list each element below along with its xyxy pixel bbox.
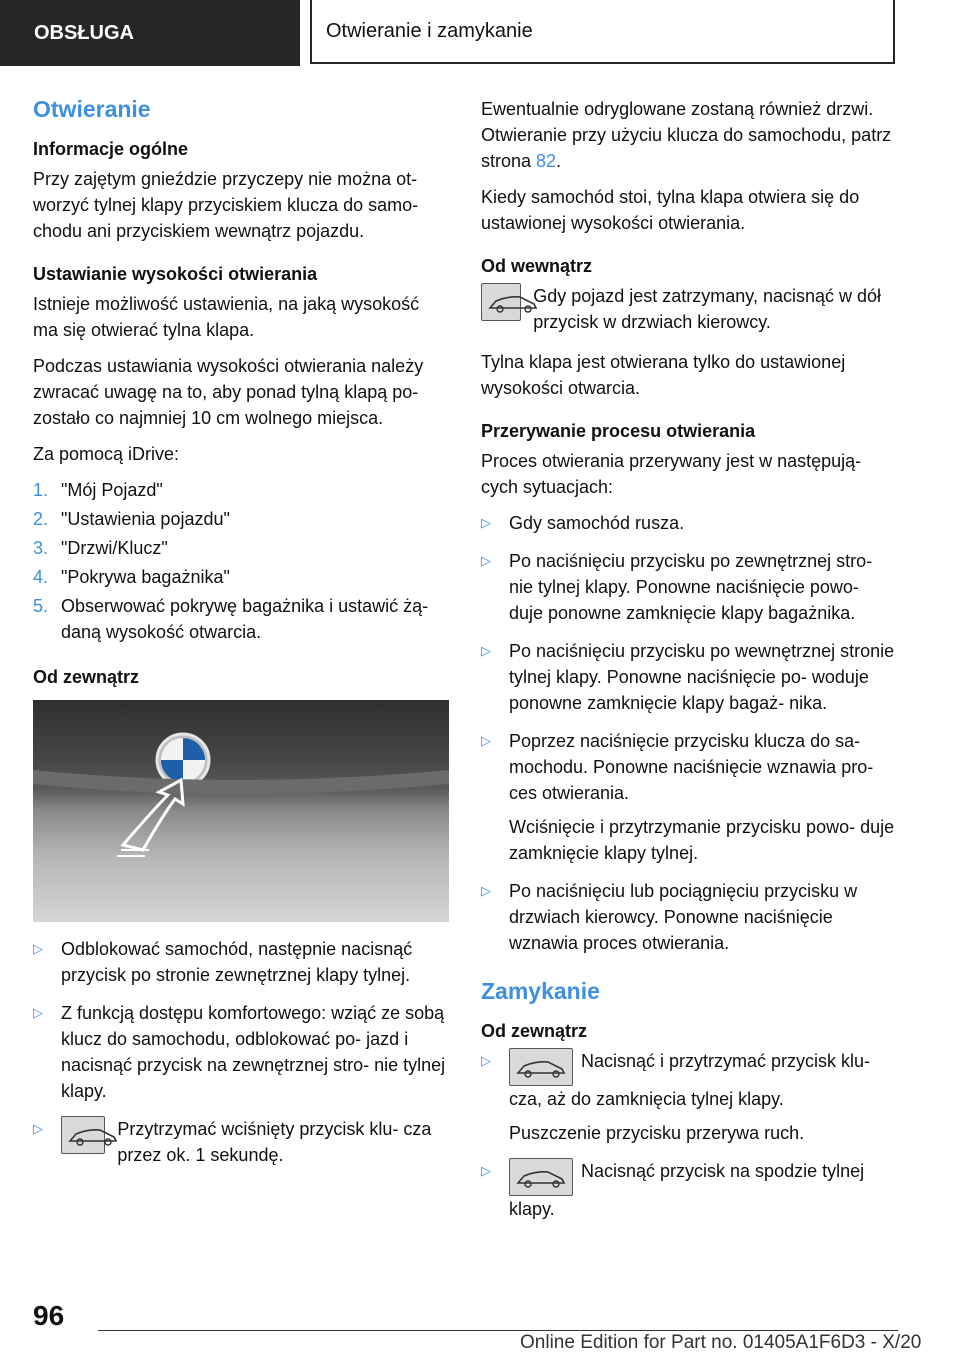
step-item: 1. "Mój Pojazd"	[33, 480, 163, 500]
footer-edition: Online Edition for Part no. 01405A1F6D3 - X/20	[520, 1332, 922, 1353]
close-outside-heading: Od zewnątrz	[481, 1021, 588, 1041]
car-trunk-icon	[481, 283, 521, 321]
trunk-illustration	[33, 700, 449, 922]
triangle-right-icon: ▷	[481, 1163, 491, 1178]
footer-divider	[98, 1330, 898, 1331]
car-trunk-icon	[61, 1116, 105, 1154]
triangle-right-icon: ▷	[481, 643, 491, 658]
interrupt-heading: Przerywanie procesu otwierania	[481, 421, 756, 441]
triangle-right-icon: ▷	[481, 515, 491, 530]
intro-text-1: Ewentualnie odryglowane zostaną również drzwi. Otwieranie przy użyciu klucza do samochodu, patrz strona 82.	[481, 99, 892, 171]
inside-heading: Od wewnątrz	[481, 256, 593, 276]
page-header	[0, 0, 960, 66]
triangle-right-icon: ▷	[33, 1005, 43, 1020]
chapter-tab: Otwieranie i zamykanie	[310, 0, 895, 64]
inside-note: Tylna klapa jest otwierana tylko do ustawionej wysokości otwarcia.	[481, 352, 846, 398]
height-heading: Ustawianie wysokości otwierania	[33, 264, 318, 284]
car-trunk-icon	[509, 1158, 573, 1196]
list-item: ▷ Odblokować samochód, następnie nacisnąć przycisk po stronie zewnętrznej klapy tylnej.	[33, 936, 449, 988]
height-text-2: Podczas ustawiania wysokości otwierania należy zwracać uwagę na to, aby ponad tylną klapą po- zostało co najmniej 10 cm wolnego miejsca.	[33, 356, 424, 428]
triangle-right-icon: ▷	[33, 941, 43, 956]
page-number: 96	[33, 1300, 65, 1331]
outside-heading: Od zewnątrz	[33, 667, 140, 687]
right-column	[481, 96, 897, 1234]
list-item: ▷ Poprzez naciśnięcie przycisku klucza do sa- mochodu. Ponowne naciśnięcie wznawia pro- ces otwierania. Wciśnięcie i przytrzymanie przycisku powo- duje zamknięcie klapy tylnej.	[481, 728, 897, 866]
interrupt-sub-text: Wciśnięcie i przytrzymanie przycisku powo- duje zamknięcie klapy tylnej.	[509, 817, 895, 863]
list-item: ▷ Z funkcją dostępu komfortowego: wziąć ze sobą klucz do samochodu, odblokować po- jazd i nacisnąć przycisk na zewnętrznej stro- nie tylnej klapy.	[33, 1000, 449, 1104]
list-item: ▷ Po naciśnięciu lub pociągnięciu przycisku w drzwiach kierowcy. Ponowne naciśnięcie wznawia proces otwierania.	[481, 878, 897, 956]
step-item: 2. "Ustawienia pojazdu"	[33, 509, 230, 529]
trunk-button-photo	[33, 700, 449, 922]
page-link[interactable]: 82	[536, 151, 557, 171]
intro-text-2: Kiedy samochód stoi, tylna klapa otwiera się do ustawionej wysokości otwierania.	[481, 187, 860, 233]
list-item: ▷ Po naciśnięciu przycisku po wewnętrznej stronie tylnej klapy. Ponowne naciśnięcie po- woduje ponowne zamknięcie klapy bagaż- nika.	[481, 638, 897, 716]
idrive-steps	[33, 477, 449, 645]
section-title-opening: Otwieranie	[33, 96, 151, 122]
outside-list	[33, 936, 449, 1168]
section-tab: OBSŁUGA	[0, 0, 300, 66]
step-item: 4. "Pokrywa bagażnika"	[33, 567, 230, 587]
interrupt-list	[481, 510, 897, 956]
close-sub-text: Puszczenie przycisku przerywa ruch.	[509, 1123, 805, 1143]
list-item: ▷ Przytrzymać wciśnięty przycisk klu- cza przez ok. 1 sekundę.	[33, 1116, 449, 1168]
inside-text: Gdy pojazd jest zatrzymany, nacisnąć w dół przycisk w drzwiach kierowcy.	[533, 286, 882, 332]
list-item: ▷ Gdy samochód rusza.	[481, 510, 897, 536]
triangle-right-icon: ▷	[481, 1053, 491, 1068]
list-item: ▷ Nacisnąć przycisk na spodzie tylnej klapy.	[481, 1158, 897, 1222]
list-item: ▷ Po naciśnięciu przycisku po zewnętrznej stro- nie tylnej klapy. Ponowne naciśnięcie powo- duje ponowne zamknięcie klapy bagażnika.	[481, 548, 897, 626]
triangle-right-icon: ▷	[33, 1121, 43, 1136]
triangle-right-icon: ▷	[481, 733, 491, 748]
left-column	[33, 96, 449, 1180]
height-text-1: Istnieje możliwość ustawienia, na jaką wysokość ma się otwierać tylna klapa.	[33, 294, 420, 340]
general-text: Przy zajętym gnieździe przyczepy nie można ot- worzyć tylnej klapy przyciskiem klucza do samo- chodu ani przyciskiem wewnątrz pojazdu.	[33, 169, 419, 241]
section-title-closing: Zamykanie	[481, 978, 600, 1004]
triangle-right-icon: ▷	[481, 553, 491, 568]
general-heading: Informacje ogólne	[33, 139, 189, 159]
step-item: 3. "Drzwi/Klucz"	[33, 538, 168, 558]
car-trunk-icon	[509, 1048, 573, 1086]
list-item: ▷ Nacisnąć i przytrzymać przycisk klu- cza, aż do zamknięcia tylnej klapy. Puszczenie przycisku przerywa ruch.	[481, 1048, 897, 1146]
step-item: 5. Obserwować pokrywę bagażnika i ustawić żą- daną wysokość otwarcia.	[33, 596, 429, 642]
idrive-text: Za pomocą iDrive:	[33, 444, 180, 464]
close-list	[481, 1048, 897, 1222]
triangle-right-icon: ▷	[481, 883, 491, 898]
interrupt-text: Proces otwierania przerywany jest w następują- cych sytuacjach:	[481, 451, 862, 497]
